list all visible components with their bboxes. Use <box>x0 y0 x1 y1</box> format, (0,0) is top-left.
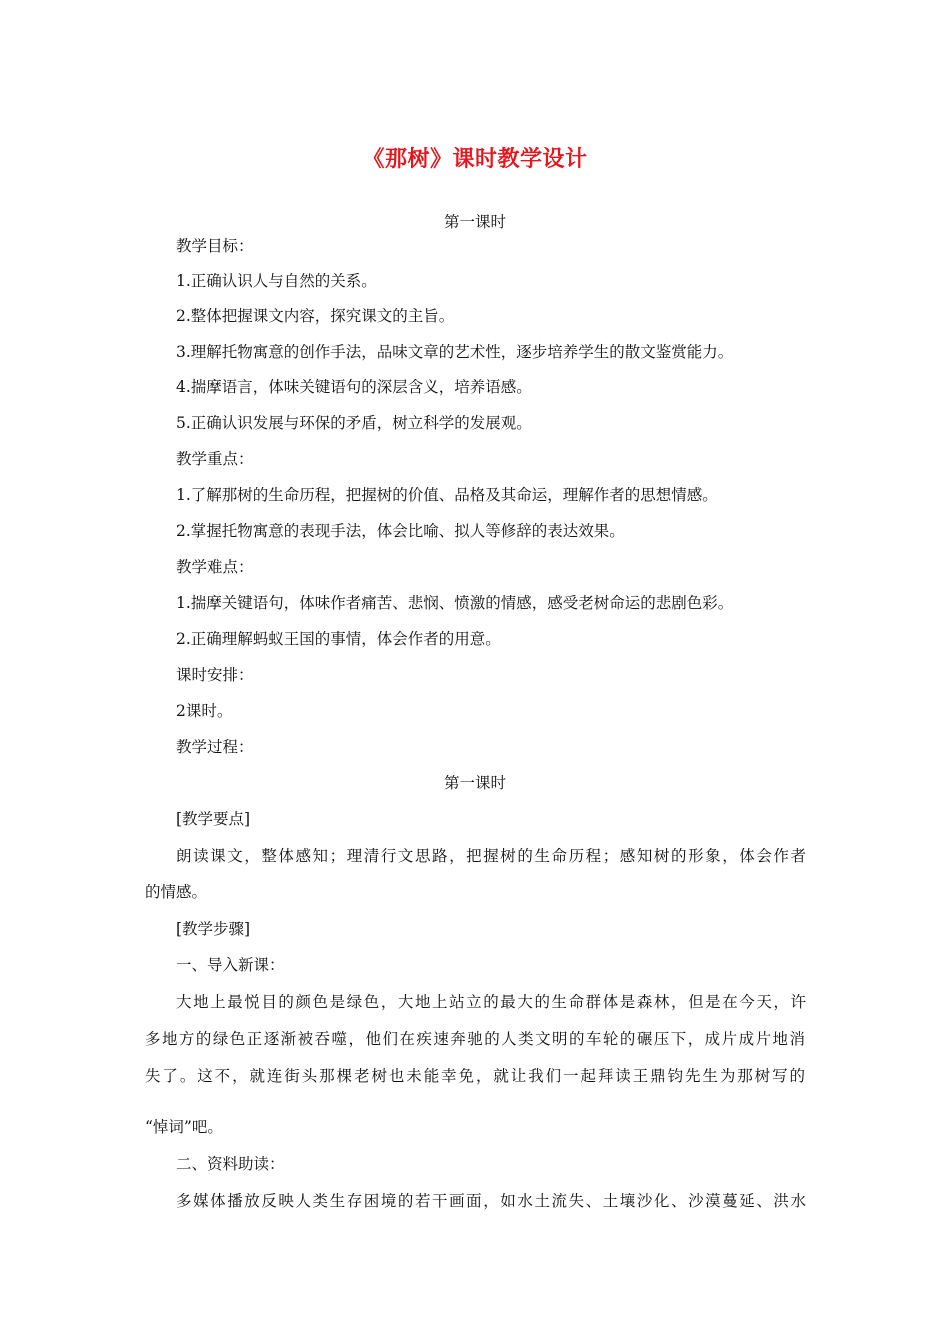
difficulty-item: 1.揣摩关键语句，体味作者痛苦、悲悯、愤激的情感，感受老树命运的悲剧色彩。 <box>176 594 734 612</box>
paragraph-line: 朗读课文，整体感知；理清行文思路，把握树的生命历程；感知树的形象，体会作者 <box>176 847 806 865</box>
objective-item: 4.揣摩语言，体味关键语句的深层含义，培养语感。 <box>176 378 532 396</box>
paragraph-line: “悼词”吧。 <box>145 1118 223 1136</box>
schedule-label: 课时安排： <box>176 666 254 684</box>
paragraph-line: 多媒体播放反映人类生存困境的若干画面，如水土流失、土壤沙化、沙漠蔓延、洪水 <box>176 1192 806 1210</box>
process-label: 教学过程： <box>176 738 254 756</box>
key-point-item: 2.掌握托物寓意的表现手法，体会比喻、拟人等修辞的表达效果。 <box>176 522 625 540</box>
paragraph-line: 的情感。 <box>145 883 208 901</box>
schedule-value: 2课时。 <box>176 702 233 720</box>
teaching-points-label: [教学要点] <box>176 810 251 828</box>
key-points-label: 教学重点： <box>176 450 254 468</box>
objective-item: 1.正确认识人与自然的关系。 <box>176 272 377 290</box>
document-title: 《那树》课时教学设计 <box>362 146 588 172</box>
teaching-steps-label: [教学步骤] <box>176 920 251 938</box>
paragraph-line: 多地方的绿色正逐渐被吞噬，他们在疾速奔驰的人类文明的车轮的碾压下，成片成片地消 <box>145 1030 805 1048</box>
lesson-heading-2: 第一课时 <box>443 774 506 792</box>
step-heading: 二、资料助读： <box>176 1155 285 1173</box>
paragraph-line: 失了。这不，就连街头那棵老树也未能幸免，就让我们一起拜读王鼎钧先生为那树写的 <box>145 1067 805 1085</box>
objective-item: 2.整体把握课文内容，探究课文的主旨。 <box>176 307 455 325</box>
objectives-label: 教学目标： <box>176 237 254 255</box>
objective-item: 3.理解托物寓意的创作手法，品味文章的艺术性，逐步培养学生的散文鉴赏能力。 <box>176 343 734 361</box>
difficulty-item: 2.正确理解蚂蚁王国的事情，体会作者的用意。 <box>176 630 501 648</box>
step-heading: 一、导入新课： <box>176 956 285 974</box>
difficulties-label: 教学难点： <box>176 558 254 576</box>
paragraph-line: 大地上最悦目的颜色是绿色，大地上站立的最大的生命群体是森林，但是在今天，许 <box>176 993 806 1011</box>
objective-item: 5.正确认识发展与环保的矛盾，树立科学的发展观。 <box>176 414 532 432</box>
lesson-heading: 第一课时 <box>443 213 506 231</box>
key-point-item: 1.了解那树的生命历程，把握树的价值、品格及其命运，理解作者的思想情感。 <box>176 486 718 504</box>
